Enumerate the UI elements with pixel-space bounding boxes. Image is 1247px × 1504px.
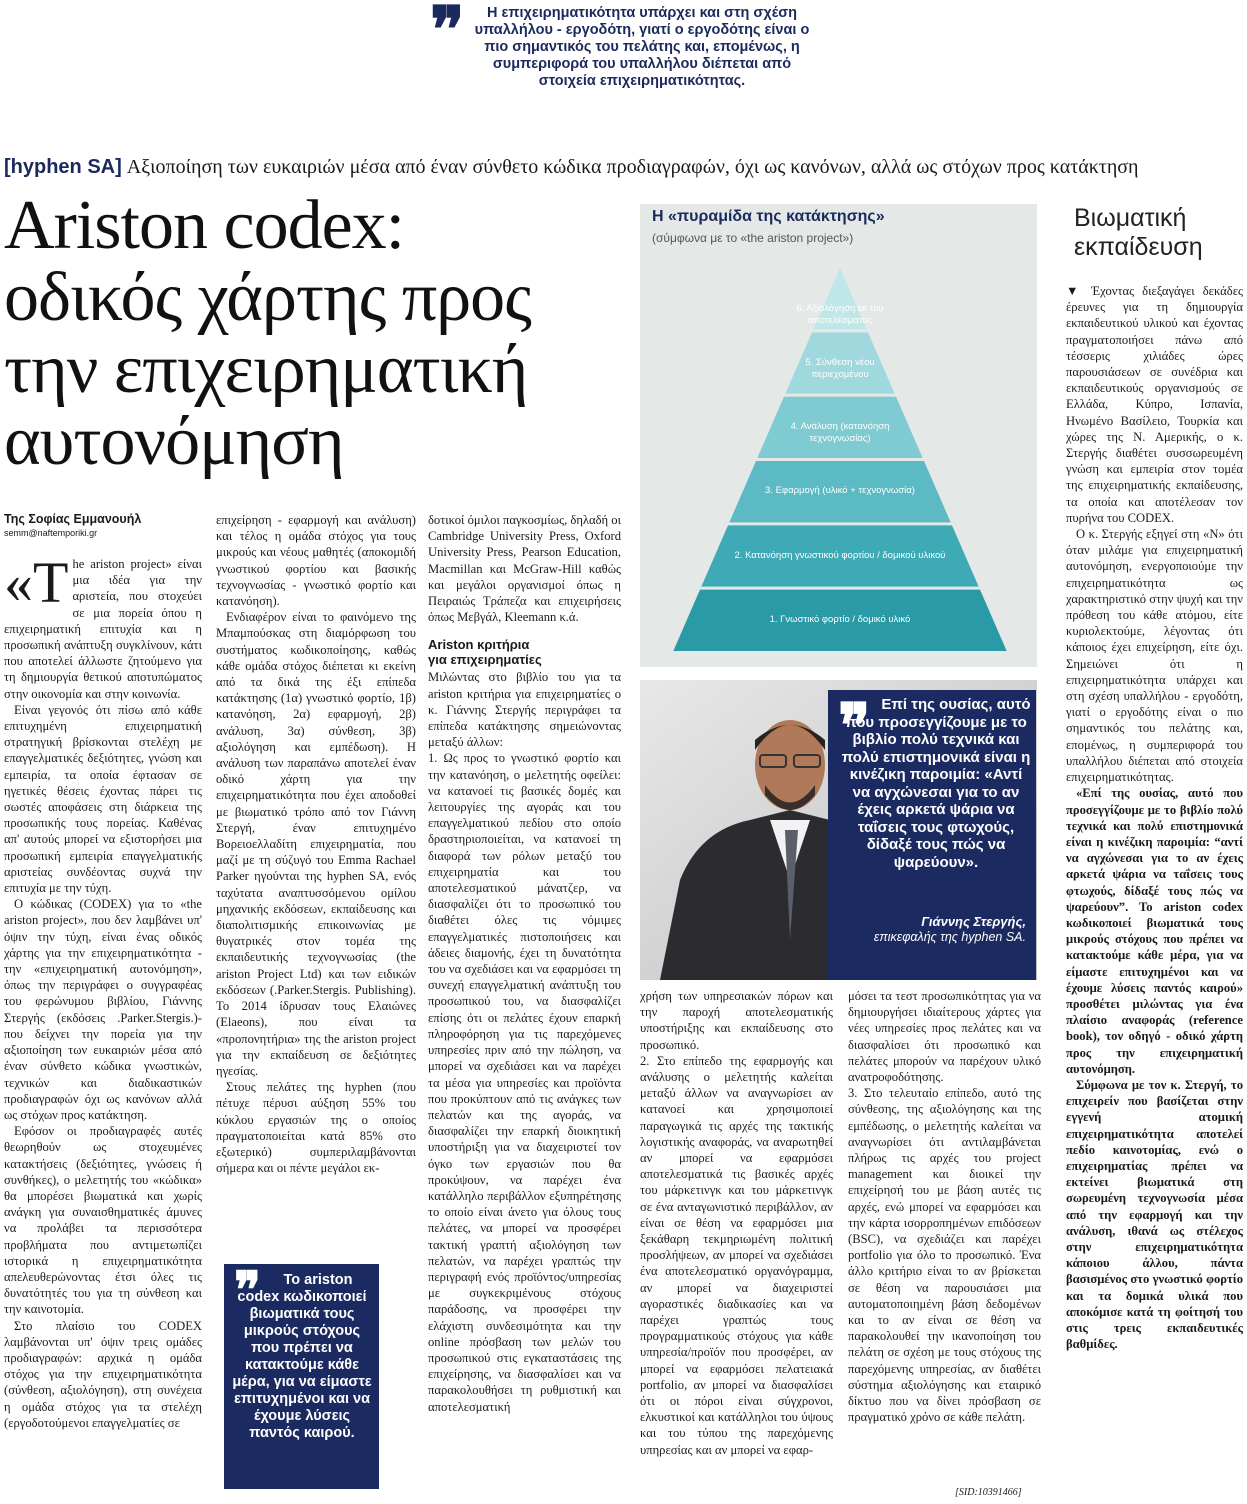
paragraph: Ο κ. Στεργής εξηγεί στη «Ν» ότι όταν μιλάμε για επιχειρηματική αυτονόμηση, ενεργοποιούμε την επιχειρηματικότητα ως χαρακτηριστικό στην ψυχή και την πρόθεση του κάθε ατόμου, είτε κυριολεκτούμε, λέγοντας ότι κάποιος έχει επιχείρηση, είτε όχι. Σημειώνει ότι η επιχειρηματικότητα υπάρχει και στη σχέση υπαλλήλου - εργοδότη, γιατί ο εργοδότης είναι ο πιο σημαντικός του πελάτης και, επομένως, η συμπεριφορά του υπαλλήλου διέπεται από στοιχεία επιχειρηματικότητας. xyxy=(1066,527,1243,785)
paragraph: επιχείρηση - εφαρμογή και ανάλυση) και τέλος η ομάδα στόχος για τους μικρούς και νέους μαθητές (αποκομιδή γνωστικού φορτίου και βασικής τεχνογνωσίας - γνωστικό φορτίο και κατανόηση). xyxy=(216,513,416,609)
paragraph: χρήση των υπηρεσιακών πόρων και την παροχή αποτελεσματικής υποστήριξης και εκπαίδευσης στο προσωπικό. xyxy=(640,989,833,1052)
headline xyxy=(4,187,634,480)
paragraph: 3. Στο τελευταίο επίπεδο, αυτό της σύνθεσης, της αξιολόγησης και της εμπέδωσης, ο μελετητής καλείται να αναγνωρίσει ότι αντιλαμβάνεται πλήρως τις αρχές του project management και διοικεί την επιχείρησή του με βάση αυτές τις αρχές, ενώ μπορεί να εφαρμόσει και την κάρτα ισορροπημένων επιδόσεων (BSC), να σχεδιάζει και παρέχει portfolio για όλο το προσωπικό. Ένα άλλο κριτήριο είναι το αν βρίσκεται σε θέση να παρουσιάσει μια αυτοματοποιημένη βάση δεδομένων και το αν είναι σε θέση να παρακολουθεί την ικανοποίηση του πελάτη σε σχέση με τους στόχους της παρεχόμενης υπηρεσίας, αν διαθέτει σύστημα αξιολόγησης και εταιρικό δίκτυο που να δίνει πρόσβαση σε πραγματικό χρόνο σε κάθε πελάτη. xyxy=(848,1086,1041,1425)
paragraph: Είναι γεγονός ότι πίσω από κάθε επιτυχημένη επιχειρηματική στρατηγική βρίσκονται στελέχη με επαγγελματικές δεξιότητες, γνώση και εμπειρία, τα οποία έφτασαν σε ηγετικές θέσεις έχοντας πάρει τις σωστές αποφάσεις στη διάρκεια της προσωπικής τους πορείας. Καθένας απ' αυτούς μπορεί να εξιστορήσει μια προσωπική εμπειρία επαγγελματικής αριστείας συνδέοντας συχνά την επιτυχία με την τύχη. xyxy=(4,702,202,896)
kicker-tag: [hyphen SA] xyxy=(4,156,122,178)
top-quote-text: Η επιχειρηματικότητα υπάρχει και στη σχέση υπαλλήλου - εργοδότη, γιατί ο εργοδότης είναι ο πιο σημαντικός του πελάτης και, επομένως, η συμπεριφορά του υπαλλήλου διέπεται από στοιχεία επιχειρηματικότητας. xyxy=(474,5,810,89)
speaker-name: Γιάννης Στεργής, xyxy=(921,914,1026,929)
quote-mark-icon: ❞ xyxy=(430,0,465,66)
byline xyxy=(4,512,209,538)
paragraph: Ο κώδικας (CODEX) για το «the ariston project», που δεν λαμβάνει υπ' όψιν την τύχη, είναι ένας οδικός χάρτης για την επιχειρηματικότητα - την «επιχειρηματική αυτονόμηση», όπως την περιγράφει ο συγγραφέας του φερώνυμου βιβλίου, Γιάννης Στεργής (εκδόσεις .Parker.Stergis.)- που δείχνει την πορεία για την αξιοποίηση των ευκαιριών μέσα από έναν σύνθετο κώδικα γνωστικών, τεχνικών και διαδικαστικών προδιαγραφών όχι ως κανόνων αλλά ως στόχων προς κατάκτηση. xyxy=(4,897,202,1122)
paragraph: Σύμφωνα με τον κ. Στεργή, το επιχειρείν που βασίζεται στην εγγενή ατομική επιχειρηματικότητα αποτελεί πεδίο καινοτομίας, ενώ ο επιχειρηματίας πρέπει να εκτείνει βιωματικά στη σωρευμένη τεχνογνωσία μέσα από την εφαρμογή και την ανάλυση, ιθανά ως στέλεχος στην επιχειρηματικότητα κάποιου άλλου, πάντα βασισμένος στο γνωστικό φορτίο και τα δομικά υλικά που αποκόμισε κατά τη φοίτησή του στις τρεις εκπαιδευτικές βαθμίδες. xyxy=(1066,1077,1243,1352)
article-column-2 xyxy=(216,512,416,1176)
paragraph: Στο πλαίσιο του CODEX λαμβάνονται υπ' όψιν τρεις ομάδες προδιαγραφών: αρχικά η ομάδα στόχος για την επιχειρηματικότητα (σύνθεση, αξιολόγηση), στη συνέχεια η ομάδα στόχος για τα στελέχη (εργοδοτούμενοι επαγγελματίες σε xyxy=(4,1318,202,1430)
blue-quote-text: Το ariston codex κωδικοποιεί βιωματικά τους μικρούς στόχους που πρέπει να κατακτούμε κάθε μέρα, για να είμαστε επιτυχημένοι και να έχουμε λύσεις παντός καιρού. xyxy=(232,1272,372,1441)
pyramid-level-label: 3. Εφαρμογή (υλικό + τεχνογνωσία) xyxy=(765,485,915,497)
headline-line-3: την επιχειρηματική xyxy=(4,331,528,408)
author-email: semm@naftemporiki.gr xyxy=(4,528,98,538)
sidebar-heading: Βιωματική εκπαίδευση xyxy=(1074,204,1203,261)
paragraph: 2. Στο επίπεδο της εφαρμογής και ανάλυσης ο μελετητής καλείται μεταξύ άλλων να αναγνωρίσει αν κατανοεί και χρησιμοποιεί παραγωγικά τις αρχές της τακτικής λογιστικής αναφοράς, να αναρωτηθεί αν μπορεί να εφαρμόσει αποτελεσματικά τις βασικές αρχές του μάρκετινγκ και του μάρκετινγκ σε ένα ανταγωνιστικό περιβάλλον, αν είναι σε θέση να εφαρμόσει μια ξεκάθαρη τεκμηριωμένη πολιτική προσλήψεων, αν μπορεί να σχεδιάσει ένα αποτελεσματικό οργανόγραμμα, αν μπορεί να διαχειριστεί αγοραστικές διαδικασίες και να παρέχει γραπτώς τους προγραμματικούς στόχους για κάθε υπηρεσία/προϊόν που προσφέρει, αν μπορεί να εφαρμόσει πελατειακά portfolio, αν μπορεί να διασφαλίσει ότι οι πόροι είναι σύγχρονοι, ελκυστικοί και κατάλληλοι του ύψους και του τύπου της παρεχόμενης υπηρεσίας και αν μπορεί να εφαρ- xyxy=(640,1053,833,1457)
pyramid-level-label: 2. Κατανόηση γνωστικού φορτίου / δομικού υλικού xyxy=(734,549,946,561)
paragraph: δοτικοί όμιλοι παγκοσμίως, δηλαδή οι Cambridge University Press, Oxford University Press, Pearson Education, Macmillan και McGraw-Hill καθώς και μεγάλοι οργανισμοί όπως η Πειραιώς Τράπεζα και επιχειρήσεις όπως Μεβγάλ, Kleemann κ.ά. xyxy=(428,513,621,625)
article-column-5 xyxy=(848,988,1041,1425)
speaker-quote-text: Επί της ουσίας, αυτό που προσεγγίζουμε με το βιβλίο πολύ τεχνικά και πολύ επιστημονικά είναι η κινέζικη παροιμία: «Αντί να αγχώνεσαι για το αν έχεις αρκετά ψάρια να ταΐσεις τους φτωχούς, δίδαξέ τους πώς να ψαρεύουν». xyxy=(841,696,1031,871)
article-column-4 xyxy=(640,988,833,1458)
article-column-1 xyxy=(4,550,202,1431)
subheading-line-2: για επιχειρηματίες xyxy=(428,652,542,668)
pyramid-level-label: 5. Σύνθεση νέου περιεχομένου xyxy=(805,356,875,380)
quote-mark-icon: ❞ xyxy=(838,693,871,759)
paragraph: 1. Ως προς το γνωστικό φορτίο και την κατανόηση, ο μελετητής οφείλει: να κατανοεί τις βασικές δομές και λειτουργίες της αγοράς και του επαγγελματικού πεδίου στο οποίο δραστηριοποιείται, να κατανοεί τη διαφορά των ρόλων μεταξύ του επιχειρηματία και του αποτελεσματικού μάνατζερ, να διασφαλίζει ότι το προσωπικό του διαθέτει όλες τις νόμιμες επαγγελματικές πιστοποιήσεις και άδειες διαμονής, έχει τη δυνατότητα του να σχεδιάσει και να εφαρμόσει τη συνεχή επαγγελματική ανάπτυξη του προσωπικού του, να διασφαλίζει επίσης ότι οι πελάτες έχουν επαρκή πληροφόρηση για τις παρεχόμενες υπηρεσίες πριν από την πώληση, να μπορεί να σχεδιάσει και να παρέχει τα μέσα για υπηρεσίες και προϊόντα που προκύπτουν από τις ανάγκες των πελατών και της αγοράς, να διασφαλίζει την επαρκή διοικητική υποστήριξη για να διαχειριστεί τον όγκο των εργασιών που θα προκύψουν, να παρέχει ένα κατάλληλο περιβάλλον εξυπηρέτησης το οποίο είναι άνετο για όλους τους πελάτες, να μπορεί να προσφέρει τακτική γραπτή αξιολόγηση των πελατών, να παρέχει γραπτώς την περιγραφή ενός προϊόντος/υπηρεσίας με συγκεκριμένους στόχους παράδοσης, να προσφέρει την ελάχιστη συνδεσιμότητα και την online πρόσβαση των μελών του προσωπικού στις εγκαταστάσεις της επιχείρησης, να διασφαλίσει και να παρακολουθήσει τη ρυθμιστική και αποτελεσματική xyxy=(428,751,621,1414)
paragraph: he ariston project» είναι μια ιδέα για την αριστεία, που στοχεύει σε μια πορεία όπου η επιχειρηματική επιτυχία και η προσωπική ανάπτυξη συγκλίνουν, κάτι που αποτελεί άλλωστε ζητούμενο για τη δημιουργία θετικού αποτυπώματος στην οικονομία και στην κοινωνία. xyxy=(4,557,202,701)
sid-code: [SID:10391466] xyxy=(955,1487,1022,1498)
infographic-title: Η «πυραμίδα της κατάκτησης» xyxy=(652,208,885,225)
pyramid-level-label: 1. Γνωστικό φορτίο / δομικό υλικό xyxy=(769,614,911,626)
paragraph: μόσει τα τεστ προσωπικότητας για να δημιουργήσει ιδιαίτερους χάρτες για νέες υπηρεσίες προς πελάτες και να διασφαλίσει ότι προσωπικό και πελάτες μπορούν να παρέχουν υλικό ανατροφοδότησης. xyxy=(848,989,1041,1085)
blue-pull-quote xyxy=(224,1264,379,1489)
paragraph: Στους πελάτες της hyphen (που πέτυχε πέρυσι αύξηση 55% του κύκλου εργασιών της ο οποίος πραγματοποιείται κατά 85% στο εξωτερικό) συμπεριλαμβάνονται σήμερα και οι πέντε μεγάλοι εκ- xyxy=(216,1080,416,1176)
subheading xyxy=(428,637,621,667)
headline-line-2: οδικός χάρτης προς xyxy=(4,259,531,336)
top-pull-quote xyxy=(430,0,810,90)
paragraph: Ενδιαφέρον είναι το φαινόμενο της Μπαμπούσκας στη διαμόρφωση του συστήματος κωδικοποίησης, καθώς κάθε ομάδα στόχος διέπεται κι εκείνη από τα δικά της έξι επίπεδα κατάκτησης (1α) γνωστικό φορτίο, 1β) κατανόηση, 2α) εφαρμογή, 2β) ανάλυση, 3α) σύνθεση, 3β) αξιολόγηση και εμπέδωση). Η ανάλυση των παραπάνω αποτελεί έναν οδικό χάρτη για την επιχειρηματικότητα που έχει αποδοθεί με βιωματικό τρόπο από τον Γιάννη Στεργή, έναν επιτυχημένο Βορειοελλαδίτη επιχειρηματία, που μαζί με τη σύζυγό του Emma Rachael Parker ηγούνται της hyphen SA, ενός ταχύτατα αναπτυσσόμενου ομίλου μηχανικής εκδόσεων, εκπαίδευσης και διαπολιτισμικής επικοινωνίας με θυγατρικές στον τομέα της εκπαιδευτικής τεχνογνωσίας (the ariston Project Ltd) και των ειδικών εκδόσεων (.Parker.Stergis. Publishing). Το 2014 ίδρυσαν τους Ελαιώνες (Elaeons), που είναι τα «προπονητήρια» της the ariston project για την εκπαίδευση σε δεξιότητες ηγεσίας. xyxy=(216,610,416,1078)
pyramid-level-label: 6. Αξιολόγηση εκ του αποτελέσματος xyxy=(796,303,884,327)
article-column-3 xyxy=(428,512,621,1415)
paragraph: ▼ Έχοντας διεξαγάγει δεκάδες έρευνες για τη δημιουργία εκπαιδευτικού υλικού και έχοντας πραγματοποιήσει πάνω από τέσσερις χιλιάδες ώρες παρουσιάσεων σε συνέδρια και εκπαιδευτικούς οργανισμούς σε Ελλάδα, Κύπρο, Ισπανία, Ηνωμένο Βασίλειο, Τουρκία και χώρες της Ν. Αμερικής, ο κ. Στεργής διαθέτει συσσωρευμένη γνώση και εμπειρία στον τομέα της επιχειρηματικής εκπαίδευσης, τα οποία και αποτέλεσαν τον πυρήνα του CODEX. xyxy=(1066,284,1243,525)
speaker-quote-box xyxy=(828,690,1036,980)
kicker-text: Αξιοποίηση των ευκαιριών μέσα από έναν σύνθετο κώδικα προδιαγραφών, όχι ως κανόνων, αλλά ως στόχων προς κατάκτηση xyxy=(126,156,1139,178)
drop-cap: «T xyxy=(4,550,69,615)
subheading-line-1: Ariston κριτήρια xyxy=(428,637,530,653)
quote-mark-icon: ❞ xyxy=(234,1262,261,1318)
pyramid-level-label: 4. Ανάλυση (κατανόηση τεχνογνωσίας) xyxy=(790,421,890,445)
infographic-subtitle: (σύμφωνα με το «the ariston project») xyxy=(652,231,854,245)
kicker xyxy=(4,156,1244,179)
sidebar-column xyxy=(1066,283,1243,1352)
headline-line-1: Ariston codex: xyxy=(4,187,405,264)
paragraph: «Επί της ουσίας, αυτό που προσεγγίζουμε με το βιβλίο πολύ τεχνικά και πολύ επιστημονικά είναι η κινέζικη παροιμία: “αντί να αγχώνεσαι για το αν έχεις αρκετά ψάρια να ταΐσεις τους φτωχούς, δίδαξέ τους πώς να ψαρεύουν”. Το ariston codex κωδικοποιεί βιωματικά τους μικρούς στόχους που πρέπει να κατακτούμε κάθε μέρα, για να είμαστε επιτυχημένοι και να έχουμε λύσεις παντός καιρού» προσθέτει μιλώντας για ένα πλαίσιο αναφοράς (reference book), τον οδηγό - οδικό χάρτη προς την επιχειρηματική αυτονόμηση. xyxy=(1066,786,1243,1076)
speaker-role: επικεφαλής της hyphen SA. xyxy=(873,930,1026,944)
paragraph: Μιλώντας στο βιβλίο του για τα ariston κριτήρια για επιχειρηματίες ο κ. Γιάννης Στεργής περιγράφει τα επίπεδα κατάκτησης σημειώνοντας μεταξύ άλλων: xyxy=(428,670,621,750)
author-name: Της Σοφίας Εμμανουήλ xyxy=(4,512,142,526)
paragraph: Εφόσον οι προδιαγραφές αυτές θεωρηθούν ως στοχευμένες κατακτήσεις (δεξιότητες, γνώσεις ή συνθήκες), ο μελετητής του «κώδικα» θα μπορέσει βιωματικά και χωρίς ανάγκη για συναισθηματικές άμυνες να προλάβει τα περισσότερα προβλήματα που αντιμετωπίζει ιστορικά η επιχειρηματικότητα απελευθερώνοντας έτσι όλες τις δυνατότητές του για τη σύνθεση και την καινοτομία. xyxy=(4,1124,202,1317)
headline-line-4: αυτονόμηση xyxy=(4,403,344,480)
pyramid-infographic xyxy=(640,204,1037,667)
